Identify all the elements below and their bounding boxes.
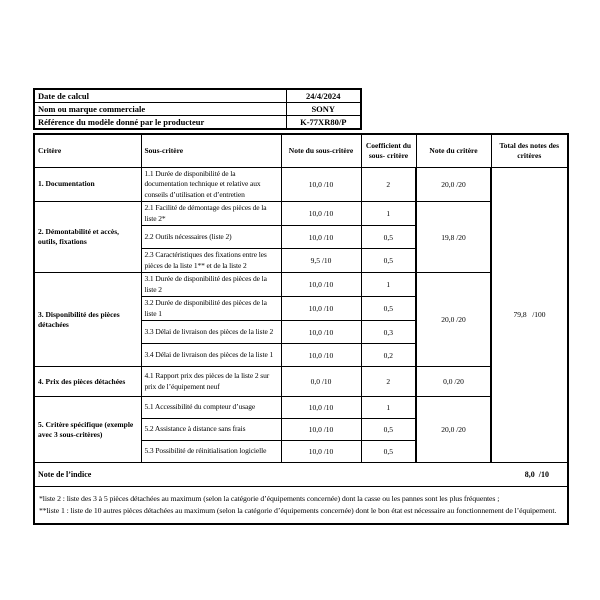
sub-criterion-label: 3.1 Durée de disponibilité des pièces de la liste 2 (141, 273, 281, 297)
col-header-sous-critere: Sous-critère (141, 134, 281, 167)
coefficient-value: 2 (361, 367, 416, 397)
criterion-prix: 4. Prix des pièces détachées (34, 367, 141, 397)
criteria-table (33, 133, 569, 525)
footnotes-row (34, 487, 568, 524)
info-label-date: Date de calcul (34, 89, 286, 103)
total-score: 79,8 /100 (491, 167, 568, 463)
index-score-cell (34, 463, 568, 487)
sub-criterion-label: 2.1 Facilité de démontage des pièces de la liste 2* (141, 202, 281, 226)
criterion-score: 20,0 /20 (416, 397, 491, 463)
criterion-score: 20,0 /20 (416, 273, 491, 367)
coefficient-value: 0,5 (361, 297, 416, 321)
sub-criterion-score: 10,0 /10 (281, 226, 361, 249)
criterion-score: 20,0 /20 (416, 167, 491, 202)
table-row (34, 397, 568, 419)
info-value-brand: SONY (286, 103, 361, 116)
coefficient-value: 0,3 (361, 321, 416, 344)
sub-criterion-score: 10,0 /10 (281, 273, 361, 297)
sub-criterion-score: 10,0 /10 (281, 167, 361, 202)
product-info-table (33, 88, 362, 130)
sub-criterion-label: 5.3 Possibilité de réinitialisation logicielle (141, 441, 281, 463)
sub-criterion-score: 10,0 /10 (281, 419, 361, 441)
sub-criterion-label: 5.1 Accessibilité du compteur d’usage (141, 397, 281, 419)
table-row (34, 367, 568, 397)
criterion-specifique: 5. Critère spécifique (exemple avec 3 sous-critères) (34, 397, 141, 463)
col-header-total: Total des notes des critères (491, 134, 568, 167)
info-label-brand: Nom ou marque commerciale (34, 103, 286, 116)
sub-criterion-label: 2.2 Outils nécessaires (liste 2) (141, 226, 281, 249)
criterion-score: 19,8 /20 (416, 202, 491, 273)
coefficient-value: 1 (361, 397, 416, 419)
coefficient-value: 0,5 (361, 249, 416, 273)
table-row (34, 273, 568, 297)
col-header-coefficient: Coefficient du sous- critère (361, 134, 416, 167)
coefficient-value: 2 (361, 167, 416, 202)
footnote-liste2: *liste 2 : liste des 3 à 5 pièces détachées au maximum (selon la catégorie d’équipements concernée) dont la casse ou les pannes sont les plus fréquentes ; (39, 493, 500, 503)
sub-criterion-score: 10,0 /10 (281, 321, 361, 344)
coefficient-value: 0,5 (361, 419, 416, 441)
index-score-label: Note de l’indice (38, 470, 92, 479)
sub-criterion-label: 1.1 Durée de disponibilité de la documentation technique et relative aux conseils d’utilisation et d’entretien (141, 167, 281, 202)
coefficient-value: 0,5 (361, 441, 416, 463)
coefficient-value: 1 (361, 202, 416, 226)
sub-criterion-label: 2.3 Caractéristiques des fixations entre les pièces de la liste 1** et de la liste 2 (141, 249, 281, 273)
criterion-demontabilite: 2. Démontabilité et accès, outils, fixations (34, 202, 141, 273)
table-row (34, 167, 568, 202)
sub-criterion-label: 3.2 Durée de disponibilité des pièces de la liste 1 (141, 297, 281, 321)
sub-criterion-score: 10,0 /10 (281, 397, 361, 419)
index-score-row (34, 463, 568, 487)
col-header-note-sous-critere: Note du sous-critère (281, 134, 361, 167)
table-row (34, 103, 361, 116)
index-score-value: 8,0 /10 (524, 470, 549, 479)
sub-criterion-label: 5.2 Assistance à distance sans frais (141, 419, 281, 441)
sub-criterion-label: 4.1 Rapport prix des pièces de la liste 2 sur prix de l’équipement neuf (141, 367, 281, 397)
criterion-score: 0,0 /20 (416, 367, 491, 397)
table-row (34, 202, 568, 226)
sub-criterion-score: 0,0 /10 (281, 367, 361, 397)
sub-criterion-score: 10,0 /10 (281, 344, 361, 367)
table-row (34, 116, 361, 130)
table-row (34, 89, 361, 103)
criterion-disponibilite: 3. Disponibilité des pièces détachées (34, 273, 141, 367)
sub-criterion-label: 3.3 Délai de livraison des pièces de la liste 2 (141, 321, 281, 344)
col-header-note-critere: Note du critère (416, 134, 491, 167)
info-value-date: 24/4/2024 (286, 89, 361, 103)
sub-criterion-label: 3.4 Délai de livraison des pièces de la liste 1 (141, 344, 281, 367)
info-label-model: Référence du modèle donné par le producteur (34, 116, 286, 130)
coefficient-value: 0,5 (361, 226, 416, 249)
sub-criterion-score: 10,0 /10 (281, 297, 361, 321)
coefficient-value: 1 (361, 273, 416, 297)
footnotes-cell (34, 487, 568, 524)
sub-criterion-score: 9,5 /10 (281, 249, 361, 273)
criterion-documentation: 1. Documentation (34, 167, 141, 202)
sub-criterion-score: 10,0 /10 (281, 441, 361, 463)
footnote-liste1: **liste 1 : liste de 10 autres pièces détachées au maximum (selon la catégorie d’équipements concernée) dont le bon état est nécessaire au fonctionnement de l’équipement. (39, 505, 557, 515)
col-header-critere: Critère (34, 134, 141, 167)
coefficient-value: 0,2 (361, 344, 416, 367)
header-row (34, 134, 568, 167)
info-value-model: K-77XR80/P (286, 116, 361, 130)
sub-criterion-score: 10,0 /10 (281, 202, 361, 226)
